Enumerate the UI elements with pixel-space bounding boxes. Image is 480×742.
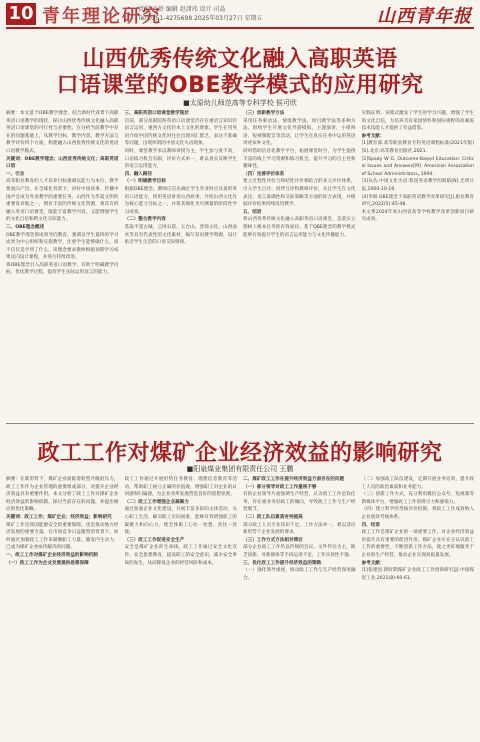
paragraph: 实践证明，该模式激发了学生的学习兴趣，增强了学生的文化自信，为培养具有家国情怀和国际视野的高素质技术技能人才提供了有益借鉴。 <box>361 111 474 132</box>
paragraph: 本文系2024年度山西省高等学校教学改革创新项目研究成果。 <box>361 209 474 223</box>
section-heading: 二、OBE理念概述 <box>6 224 45 230</box>
paragraph: OBE教学理念即成果导向教育，强调以学生最终的学习成果为中心组织和实施教学，注重学生能够做什么，而不仅仅是学到了什么。该理念要求教师根据预期学习成果反向设计课程，并进行持续改进。 <box>6 232 119 261</box>
paragraph: 安全是煤矿企业的生命线。政工工作通过安全文化宣传、安全思想教育，提高职工的安全意识，减少安全事故的发生，从而降低企业的经营风险和成本。 <box>124 545 237 566</box>
paragraph: 关键词：OBE教学理念；山西优秀传统文化；高职英语口语 <box>6 156 119 170</box>
article1-headline-line2: 口语课堂的OBE教学模式的应用研究 <box>56 73 424 98</box>
section-heading: 四、结语 <box>361 522 380 528</box>
paragraph: 高等职业教育的人才培养目标强调以能力为本位，教学要面向产出。在全球化背景下，讲好中国故事、传播中国声音成为外语教学的重要任务。山西作为华夏文明的重要发祥地之一，拥有丰富的传统文化资源，将其有机融入英语口语课堂，既能丰富教学内容，又能增强学生的文化自信和跨文化交际能力。 <box>6 179 119 223</box>
paragraph: （一）强化领导重视，推动政工工作与生产经营深度融合。 <box>243 568 356 581</box>
sub-heading: （二）整合教学内容 <box>124 217 166 223</box>
paragraph: 政工工作通过开展形势任务教育、理想信念教育等活动，帮助职工树立正确的价值观，增强职工对企业的认同感和归属感，为企业改革发展营造良好的思想氛围。 <box>124 477 237 498</box>
reference: [4]李娟.OBE理念下高职英语教学改革研究[J].职业教育研究,2022(5):45-48. <box>361 194 474 208</box>
paragraph: 采用任务驱动法、情境教学法、项目教学法等多种方法，组织学生开展文化导游模拟、主题演讲、小组辩论、短视频配音等活动，让学生在真实任务中运用英语讲述家乡文化。 <box>243 118 356 147</box>
sub-heading: （二）政工队伍素质有待提高 <box>243 514 303 520</box>
issue-date: Tel:0351-4275698 2025年03月27日 星期五 <box>138 15 263 22</box>
article2-column <box>125 476 238 738</box>
section-heading: 三、高职英语口语课堂教学现状 <box>124 111 189 116</box>
section-heading: 五、结语 <box>243 209 262 215</box>
paragraph: 通过加强企业文化建设，开展丰富多彩的文体活动，关心职工生活，解决职工实际困难，能够有效增强职工的凝聚力和向心力，使全体职工心往一处想、劲往一处使。 <box>124 507 237 536</box>
sub-heading: （三）工作方式方法相对滞后 <box>243 537 303 543</box>
paragraph: 政工工作是煤矿企业的一项重要工作，对企业经济效益的提升具有重要的促进作用。煤矿企业应充分认识政工工作的重要性，不断创新工作方法，使之更好地服务于企业的生产经营，推动企业实现高质量发展。 <box>361 530 474 558</box>
reference: [3]从丛.中国文化失语:我国英语教学的缺陷[N].光明日报,2000-10-19. <box>361 179 474 192</box>
article1-column <box>243 110 356 420</box>
paragraph: 选取平遥古城、云冈石窟、五台山、晋商文化、山西面食等具有代表性的文化素材，编写双语教学资源，设计贴近学生生活的口语交际情境。 <box>124 224 237 246</box>
paragraph: 部分企业政工工作仍以传统的会议、文件传达为主，缺乏创新，对新媒体等手段运用不足，工作实效性不强。 <box>243 545 356 558</box>
article1-column <box>6 110 119 420</box>
article1-column <box>362 110 475 420</box>
paragraph: （二）加强政工队伍建设，定期开展业务培训，提升政工人员的政治素质和业务能力。 <box>361 477 474 490</box>
article-divider <box>6 423 474 424</box>
paragraph: 目前，部分高职院校英语口语课堂仍存在重语言知识轻语言运用、重西方文化轻本土文化的现象。学生在用英语介绍中国传统文化时往往出现词汇匮乏、表达不准确等问题，出现所谓的中国文化失语现象。 <box>124 118 237 147</box>
paragraph: 同时借助信息化教学平台，拓展课堂时空，为学生提供丰富的线上学习资源和练习机会，提升学习的自主性和趣味性。 <box>243 148 356 170</box>
paragraph: 建立过程性评价与终结性评价相结合的多元评价体系，引入学生自评、同伴互评和教师评价，关注学生在文化表达、语言准确性和交际策略等方面的综合表现，并根据评价结果持续改进教学。 <box>243 179 356 208</box>
article2-body <box>6 476 474 738</box>
paragraph: 根据OBE理念，教师应首先确定学生毕业时应具备的英语口语能力，将用英语讲述山西故事、介绍山西文化作为核心能力目标之一，并将其细化为可测量的阶段性学习成果。 <box>124 186 237 215</box>
newspaper-logo: 山西青年报 <box>377 6 472 27</box>
article1-column <box>125 110 238 420</box>
section-heading: 二、煤矿政工工作在提升经济效益方面存在的问题 <box>243 477 345 482</box>
sub-heading: （三）创新教学方法 <box>243 111 285 116</box>
section-heading: 一、引言 <box>6 171 25 177</box>
sub-heading: （一）部分领导对政工工作重视不够 <box>243 484 317 490</box>
paragraph: （三）创新工作方式，充分利用微信公众号、短视频等新媒体平台，增强政工工作的吸引力和感染力。 <box>361 492 474 505</box>
section-heading: 一、政工工作对煤矿企业经济效益的影响机制 <box>6 552 98 558</box>
article2-column <box>243 476 356 738</box>
page-number: 10 <box>6 3 36 25</box>
header-rule <box>6 27 474 29</box>
paragraph: 煤矿工作是我国能源安全的重要保障，也是推动地方经济发展的重要力量。在市场竞争日益激烈的背景下，如何通过加强政工工作来凝聚职工力量、激发内生动力，已成为煤矿企业亟待解决的问题。 <box>6 522 119 551</box>
paragraph: 将OBE理念引入高职英语口语教学，有助于明确教学目标，优化教学过程，提高学生实际运用语言的能力。 <box>6 262 119 276</box>
sub-heading: （三）政工工作促进安全生产 <box>124 537 185 543</box>
paragraph: 关键词：政工工作；煤矿企业；经济效益；影响研究 <box>6 514 112 520</box>
paragraph: 同时，课堂教学多以教师讲授为主，学生参与度不高，口语练习机会有限，评价方式单一，难以真实反映学生的语言运用能力。 <box>124 148 237 170</box>
sub-heading: （二）政工工作增强企业凝聚力 <box>124 499 189 505</box>
masthead <box>0 0 480 30</box>
references-heading: 参考文献： <box>361 133 385 139</box>
references-heading: 参考文献： <box>361 560 385 566</box>
article1-byline: ■太原幼儿师范高等专科学校 侯可欣 <box>183 99 297 107</box>
sub-heading: （一）明确教学目标 <box>124 179 166 185</box>
paragraph: 部分政工人员专业知识不足，工作方法单一，难以适应新形势下企业发展的要求。 <box>243 522 356 536</box>
editor-credits: 责编 卢蓓 编辑 赵潇玮 设计 司晶 <box>138 6 226 13</box>
section-heading: 四、融入路径 <box>124 171 153 177</box>
paragraph: 有的企业领导片面强调生产经营，认为政工工作是软任务，存在重业务轻政工的倾向，导致政工工作与生产经营脱节。 <box>243 492 356 513</box>
article2-column <box>362 476 475 738</box>
article1-headline-line1: 山西优秀传统文化融入高职英语 <box>82 47 398 72</box>
article2-headline: 政工工作对煤矿企业经济效益的影响研究 <box>37 441 443 466</box>
reference: [2]Spady W G. Outcome-Based Education: Critical Issues and Answers[M]. American Association of School Administrators, 1994. <box>361 156 474 177</box>
paragraph: 摘要：在新形势下，煤矿企业面临着转型升级的压力，政工工作作为企业管理的重要组成部分，对提升企业经济效益具有重要作用。本文分析了政工工作对煤矿企业经济效益的影响机制，探讨当前存在的问题，并提出相应的优化策略。 <box>6 477 119 513</box>
paragraph: 将山西优秀传统文化融入高职英语口语课堂，是落实立德树人根本任务的有效途径。基于OBE理念的教学模式能够有效提升学生的语言运用能力与文化传播能力。 <box>243 217 356 238</box>
article2-column <box>6 476 119 738</box>
sub-heading: （四）完善评价体系 <box>243 171 285 177</box>
reference: [1]教育部.高等职业教育专科英语课程标准(2021年版)[S].北京:高等教育出版社,2021. <box>361 141 474 154</box>
paragraph: （四）建立科学的考核评价机制，将政工工作成效纳入企业绩效考核体系。 <box>361 507 474 520</box>
section-heading: 三、优化政工工作提升经济效益的策略 <box>243 560 322 566</box>
section-title: 青年理论研究 <box>42 6 162 27</box>
article1-body <box>6 110 474 420</box>
article2-byline: ■阳泉煤业集团有限责任公司 王鹏 <box>186 465 294 473</box>
sub-heading: （一）政工工作为企业发展提供思想保障 <box>6 560 89 566</box>
paragraph: 摘要：本文基于OBE教学理念，结合新时代背景下高职英语口语教学的现状，探讨山西优秀传统文化融入高职英语口语课堂的可行性与必要性。在分析当前教学中存在的问题基础上，从教学目标、教学内容、教学方法与教学评价四个方面，构建融入山西优秀传统文化的英语口语教学模式。 <box>6 111 119 154</box>
reference: [1]张建国.新时期煤矿企业政工工作创新研究[J].中国煤炭工业,2021(8):60-61. <box>361 568 474 581</box>
